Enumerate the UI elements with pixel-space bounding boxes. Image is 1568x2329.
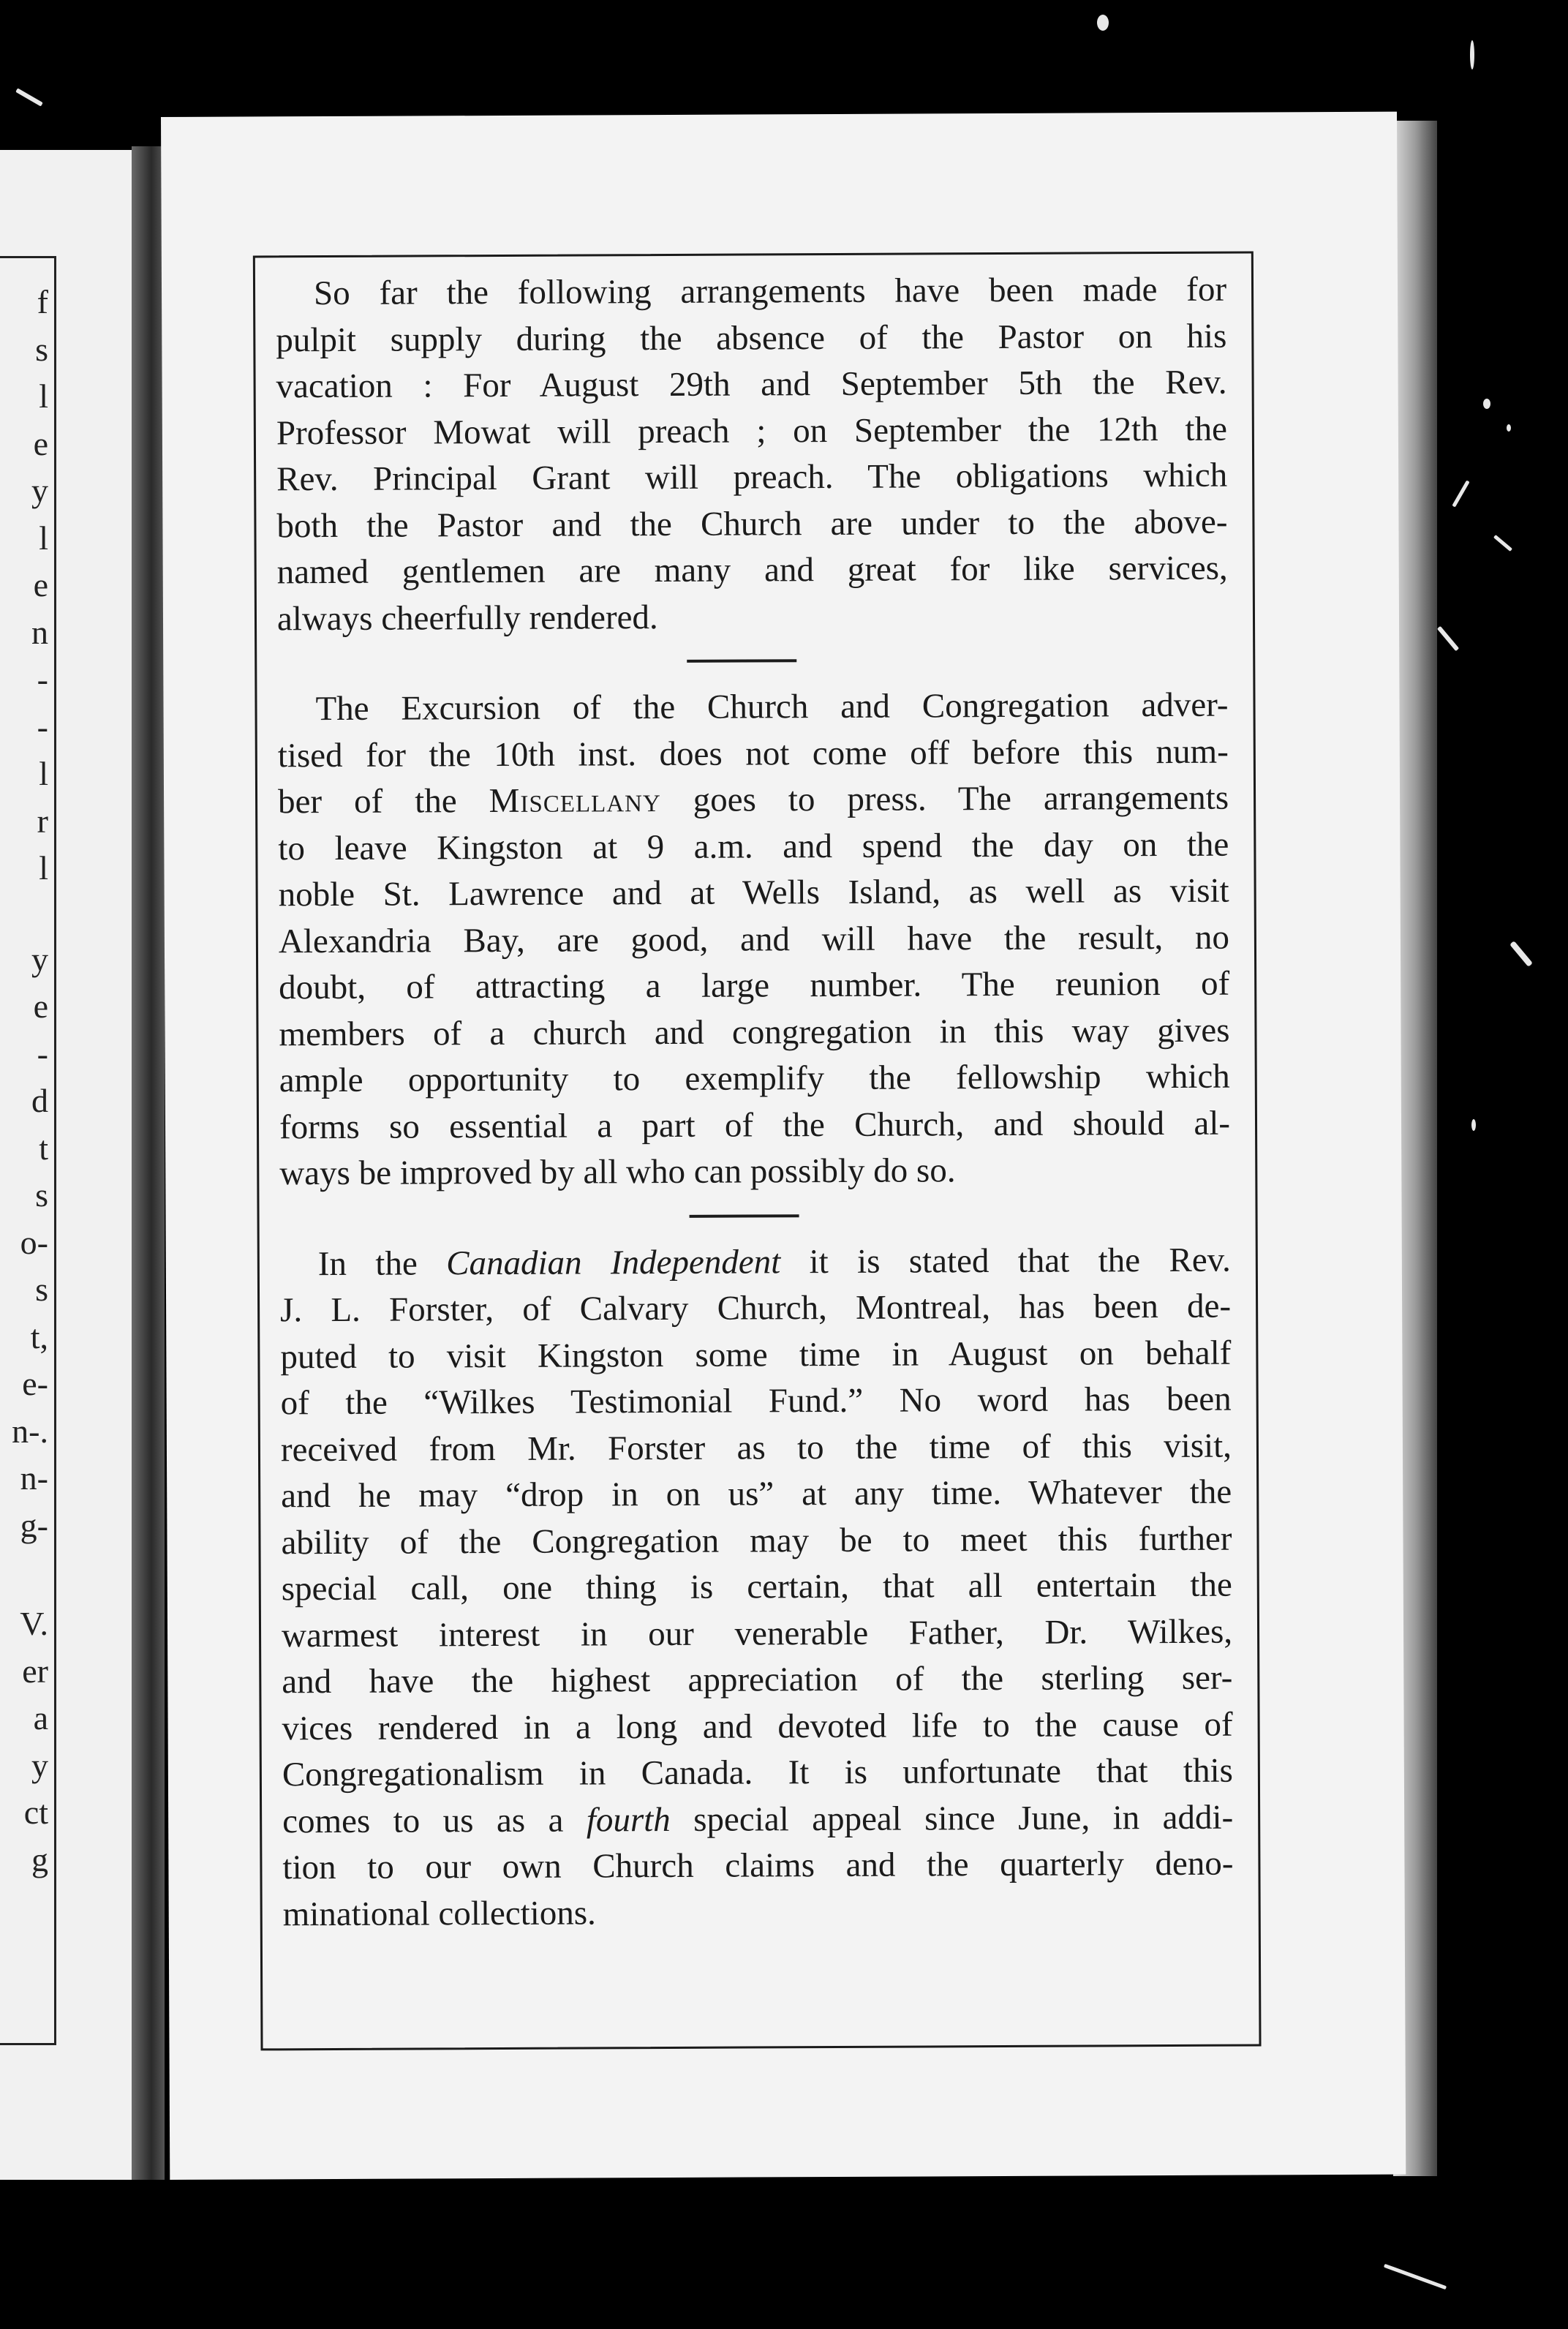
text-run: special appeal since June, in addi- xyxy=(670,1798,1234,1839)
section-divider xyxy=(277,639,1228,687)
text-line xyxy=(276,360,1226,410)
text-run: goes to press. The arrangements xyxy=(660,778,1229,820)
facing-page-letter: e xyxy=(33,987,48,1025)
facing-page-letter: l xyxy=(39,519,48,557)
scan-speck xyxy=(1384,2264,1447,2290)
text-run: So far the following arrangements have been made for xyxy=(313,270,1227,313)
small-caps-text: Miscellany xyxy=(489,781,661,821)
text-run: and he may “drop in on us” at any time. Whatever the xyxy=(281,1472,1232,1516)
text-run: Professor Mowat will preach ; on September the 12th the xyxy=(276,410,1227,452)
text-line xyxy=(276,499,1227,549)
text-line xyxy=(278,821,1229,872)
text-run: J. L. Forster, of Calvary Church, Montreal, has been de- xyxy=(280,1287,1232,1330)
text-line xyxy=(282,1562,1232,1613)
facing-page-letter: y xyxy=(31,1746,48,1784)
text-run: special call, one thing is certain, that all entertain the xyxy=(281,1565,1232,1609)
text-run: noble St. Lawrence and at Wells Island, as well as visit xyxy=(278,871,1229,914)
book-gutter xyxy=(132,146,165,2180)
text-line xyxy=(282,1748,1233,1799)
facing-page-letter: l xyxy=(39,377,48,415)
scan-speck xyxy=(1471,1119,1476,1131)
facing-page-letter: s xyxy=(35,330,48,368)
facing-page-letter: - xyxy=(37,661,48,698)
text-run: always cheerfully rendered. xyxy=(276,598,658,638)
text-run: Congregationalism in Canada. It is unfortunate that this xyxy=(282,1751,1233,1794)
text-line xyxy=(277,546,1228,596)
facing-page-letter: y xyxy=(31,472,48,509)
facing-page-letter: l xyxy=(39,849,48,887)
text-line xyxy=(279,914,1229,965)
scan-speck xyxy=(1493,535,1512,552)
italic-text: Canadian Independent xyxy=(446,1242,781,1282)
text-run: ability of the Congregation may be to meet this further xyxy=(281,1519,1232,1562)
text-run: it is stated that the Rev. xyxy=(780,1241,1231,1281)
text-line xyxy=(279,1054,1230,1105)
facing-page-letter: r xyxy=(37,802,48,840)
text-run: vacation : For August 29th and September 5th the Rev. xyxy=(276,363,1227,406)
text-line xyxy=(282,1655,1232,1706)
text-line xyxy=(281,1470,1232,1520)
text-frame xyxy=(253,251,1262,2050)
paragraph-pulpit-supply xyxy=(276,267,1228,643)
text-run: vices rendered in a long and devoted life to the cause of xyxy=(282,1705,1233,1747)
facing-page-letter: s xyxy=(35,1271,48,1308)
text-run: received from Mr. Forster as to the time of this visit, xyxy=(280,1426,1232,1469)
text-line xyxy=(282,1794,1233,1845)
text-line xyxy=(282,1609,1232,1659)
facing-page-letter: g xyxy=(31,1840,48,1878)
facing-page-letter: t, xyxy=(30,1317,48,1355)
text-run: named gentlemen are many and great for like services, xyxy=(276,549,1228,592)
text-run: Alexandria Bay, are good, and will have the result, no xyxy=(278,918,1230,960)
text-run: both the Pastor and the Church are under to the above- xyxy=(276,503,1228,545)
text-run: comes to us as a xyxy=(282,1800,587,1840)
text-run: tion to our own Church claims and the quarterly deno- xyxy=(282,1844,1234,1887)
text-line xyxy=(279,1147,1230,1197)
text-line xyxy=(279,868,1229,919)
text-line xyxy=(277,592,1228,642)
text-run: In the xyxy=(317,1243,447,1283)
text-run: members of a church and congregation in this way gives xyxy=(279,1011,1230,1053)
text-run: ber of the xyxy=(277,782,489,821)
text-line xyxy=(279,961,1229,1012)
facing-page-letter: o- xyxy=(20,1223,48,1261)
text-run: minational collections. xyxy=(282,1893,596,1933)
text-line xyxy=(276,453,1227,503)
text-line xyxy=(276,313,1226,364)
facing-page-letter: er xyxy=(22,1652,48,1690)
facing-page-letter: t xyxy=(39,1129,48,1167)
text-line xyxy=(276,267,1226,317)
text-run: doubt, of attracting a large number. The reunion of xyxy=(279,964,1230,1007)
text-line xyxy=(278,729,1229,779)
text-line xyxy=(281,1377,1232,1427)
facing-page-letter: e- xyxy=(22,1365,48,1402)
facing-page-letter: e xyxy=(33,424,48,462)
text-run: of the “Wilkes Testimonial Fund.” No word has been xyxy=(280,1380,1232,1423)
scan-speck xyxy=(15,88,43,106)
text-line xyxy=(276,406,1227,456)
text-run: ways be improved by all who can possibly do so. xyxy=(279,1151,956,1193)
text-run: pulpit supply during the absence of the Pastor on his xyxy=(276,317,1227,359)
text-line xyxy=(280,1284,1231,1334)
facing-page-letter: y xyxy=(31,940,48,978)
text-run: puted to visit Kingston some time in August on behalf xyxy=(280,1333,1232,1376)
facing-page-letter: - xyxy=(37,707,48,745)
section-divider xyxy=(279,1193,1230,1241)
text-run: and have the highest appreciation of the sterling ser- xyxy=(282,1658,1233,1701)
facing-page-letter: - xyxy=(37,1034,48,1072)
text-line xyxy=(282,1701,1232,1752)
text-run: to leave Kingston at 9 a.m. and spend the day on the xyxy=(278,825,1229,868)
italic-text: fourth xyxy=(586,1800,671,1839)
text-line xyxy=(279,1100,1230,1151)
facing-page-letter: l xyxy=(39,755,48,792)
text-line xyxy=(282,1841,1233,1892)
facing-page-letter: e xyxy=(33,566,48,603)
facing-page-text-edge xyxy=(0,150,48,2180)
text-line xyxy=(279,1007,1229,1058)
scan-speck xyxy=(1470,40,1474,69)
facing-page-letter: V. xyxy=(20,1605,48,1642)
paragraph-wilkes-fund xyxy=(280,1237,1234,1938)
paragraph-excursion xyxy=(277,682,1230,1197)
facing-page-letter: a xyxy=(33,1699,48,1737)
scan-speck xyxy=(1507,424,1511,432)
text-line xyxy=(277,682,1228,733)
text-run: forms so essential a part of the Church, and should al- xyxy=(279,1104,1231,1146)
facing-page-letter: n xyxy=(31,613,48,651)
text-run: ample opportunity to exemplify the fellowship which xyxy=(279,1057,1230,1100)
text-line xyxy=(278,775,1229,826)
text-run: tised for the 10th inst. does not come off before this num- xyxy=(277,732,1229,775)
text-line xyxy=(280,1330,1231,1380)
text-run: warmest interest in our venerable Father, Dr. Wilkes, xyxy=(281,1612,1233,1655)
text-line xyxy=(280,1237,1231,1287)
text-line xyxy=(281,1423,1232,1473)
text-line xyxy=(281,1516,1232,1566)
facing-page-letter: g- xyxy=(20,1506,48,1544)
facing-page-letter: n-. xyxy=(12,1412,48,1450)
scan-speck xyxy=(1509,941,1533,967)
page-text xyxy=(276,267,1234,1938)
text-line xyxy=(283,1887,1234,1938)
scan-speck xyxy=(1437,626,1459,651)
facing-page-letter: s xyxy=(35,1176,48,1214)
scan-speck xyxy=(1452,480,1469,507)
facing-page-letter: f xyxy=(37,283,48,320)
scan-speck xyxy=(1483,399,1490,409)
scan-speck xyxy=(1097,15,1109,31)
facing-page-letter: d xyxy=(31,1082,48,1119)
facing-page-letter: n- xyxy=(20,1459,48,1497)
text-run: The Excursion of the Church and Congregation adver- xyxy=(315,685,1229,729)
text-run: Rev. Principal Grant will preach. The obligations which xyxy=(276,456,1228,499)
facing-page-letter: ct xyxy=(23,1794,48,1831)
page xyxy=(161,112,1406,2180)
